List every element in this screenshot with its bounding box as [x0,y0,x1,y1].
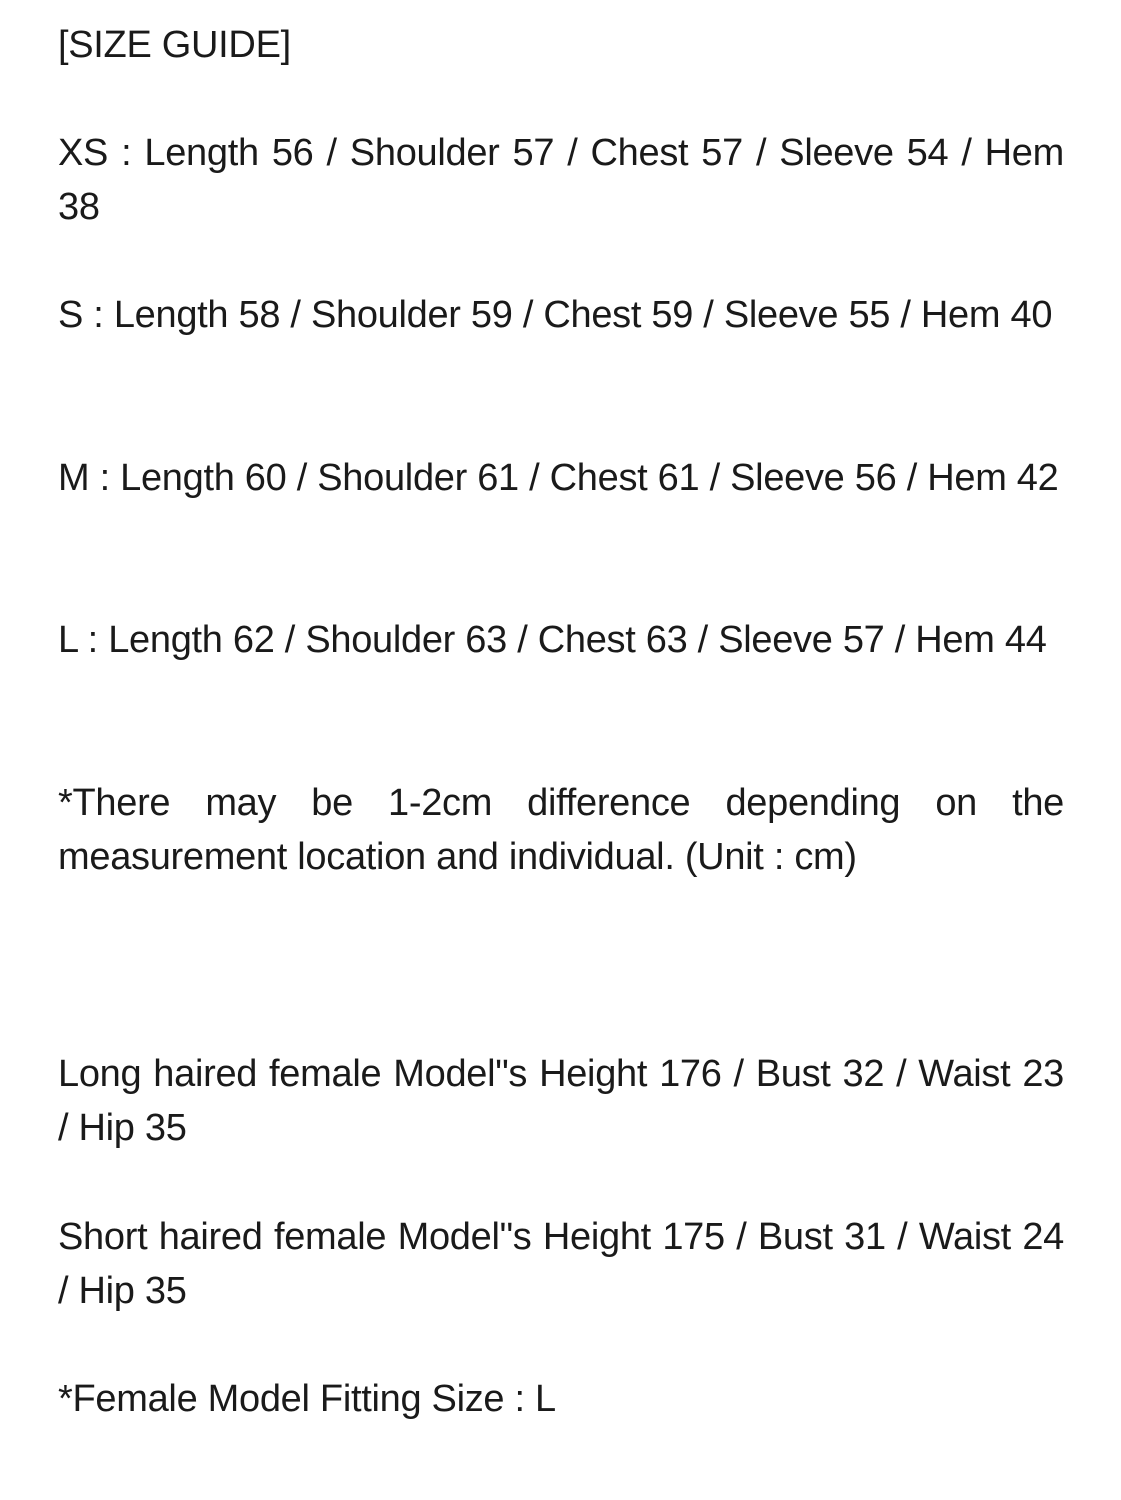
size-row-l: L : Length 62 / Shoulder 63 / Chest 63 / Sleeve 57 / Hem 44 [58,619,1047,661]
size-guide-title: [SIZE GUIDE] [58,24,291,66]
size-row-m: M : Length 60 / Shoulder 61 / Chest 61 / Sleeve 56 / Hem 42 [58,457,1059,499]
size-row-s: S : Length 58 / Shoulder 59 / Chest 59 / Sleeve 55 / Hem 40 [58,294,1053,336]
measurement-note: *There may be 1-2cm difference depending on the measurement location and individual. (Unit : cm) [58,782,1064,878]
size-row-xs: XS : Length 56 / Shoulder 57 / Chest 57 / Sleeve 54 / Hem 38 [58,132,1064,228]
model-info-long-haired: Long haired female Model"s Height 176 / Bust 32 / Waist 23 / Hip 35 [58,1053,1064,1149]
model-info-short-haired: Short haired female Model"s Height 175 / Bust 31 / Waist 24 / Hip 35 [58,1216,1064,1312]
fitting-size-note: *Female Model Fitting Size : L [58,1378,556,1420]
